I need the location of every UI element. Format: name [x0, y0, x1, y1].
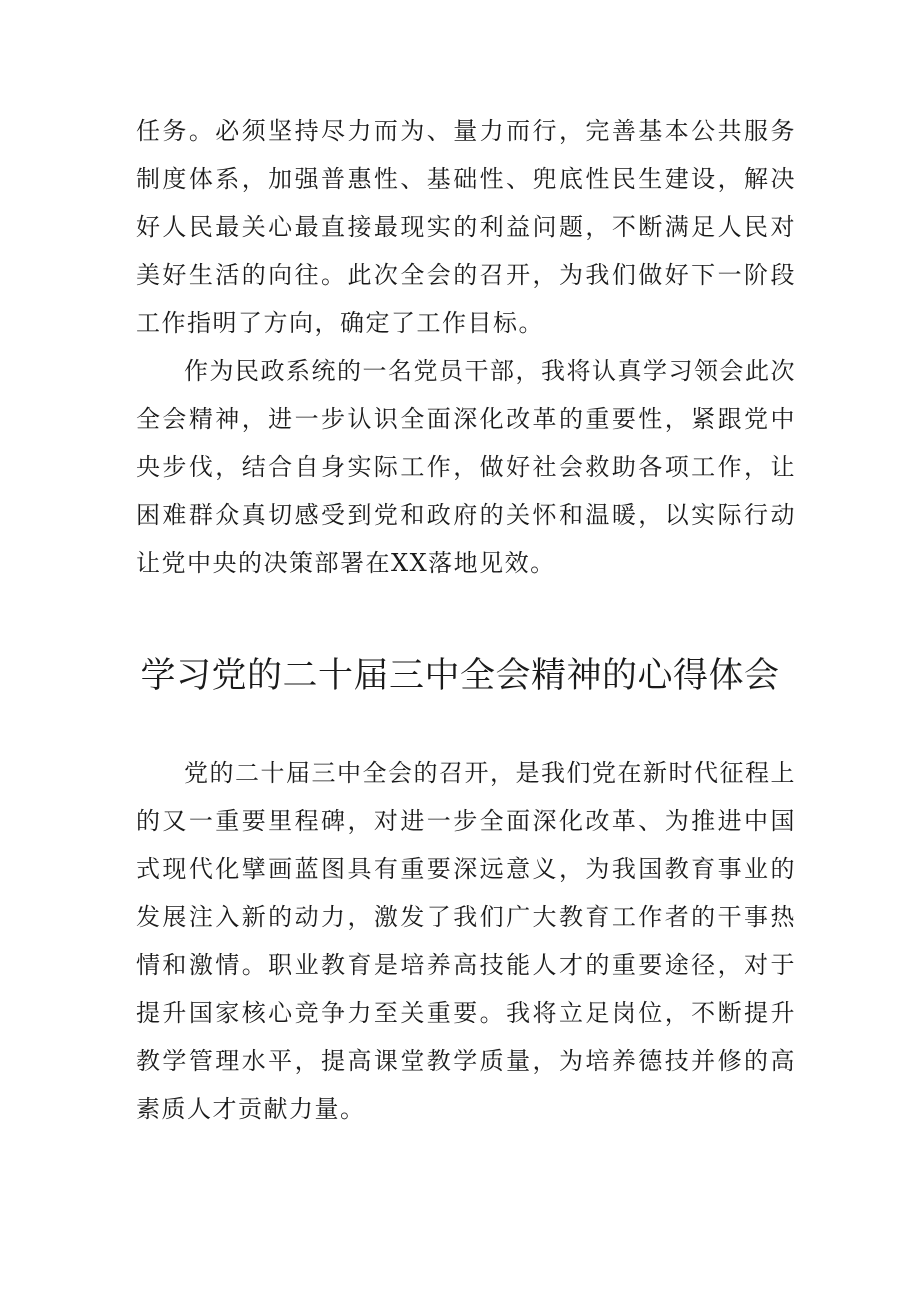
paragraph-civil-affairs: 作为民政系统的一名党员干部，我将认真学习领会此次全会精神，进一步认识全面深化改革的重要性，紧跟党中央步伐，结合自身实际工作，做好社会救助各项工作，让困难群众真切感受到党和政府的关怀和温暖，以实际行动让党中央的决策部署在XX落地见效。: [136, 357, 796, 577]
section-title: 学习党的二十届三中全会精神的心得体会: [140, 656, 780, 696]
paragraph-continuation: 任务。必须坚持尽力而为、量力而行，完善基本公共服务制度体系，加强普惠性、基础性、兜底性民生建设，解决好人民最关心最直接最现实的利益问题，不断满足人民对美好生活的向往。此次全会的召开，为我们做好下一阶段工作指明了方向，确定了工作目标。: [136, 117, 796, 337]
paragraph-education: 党的二十届三中全会的召开，是我们党在新时代征程上的又一重要里程碑，对进一步全面深化改革、为推进中国式现代化擘画蓝图具有重要深远意义，为我国教育事业的发展注入新的动力，激发了我们广大教育工作者的干事热情和激情。职业教育是培养高技能人才的重要途径，对于提升国家核心竞争力至关重要。我将立足岗位，不断提升教学管理水平，提高课堂教学质量，为培养德技并修的高素质人才贡献力量。: [136, 759, 796, 1123]
